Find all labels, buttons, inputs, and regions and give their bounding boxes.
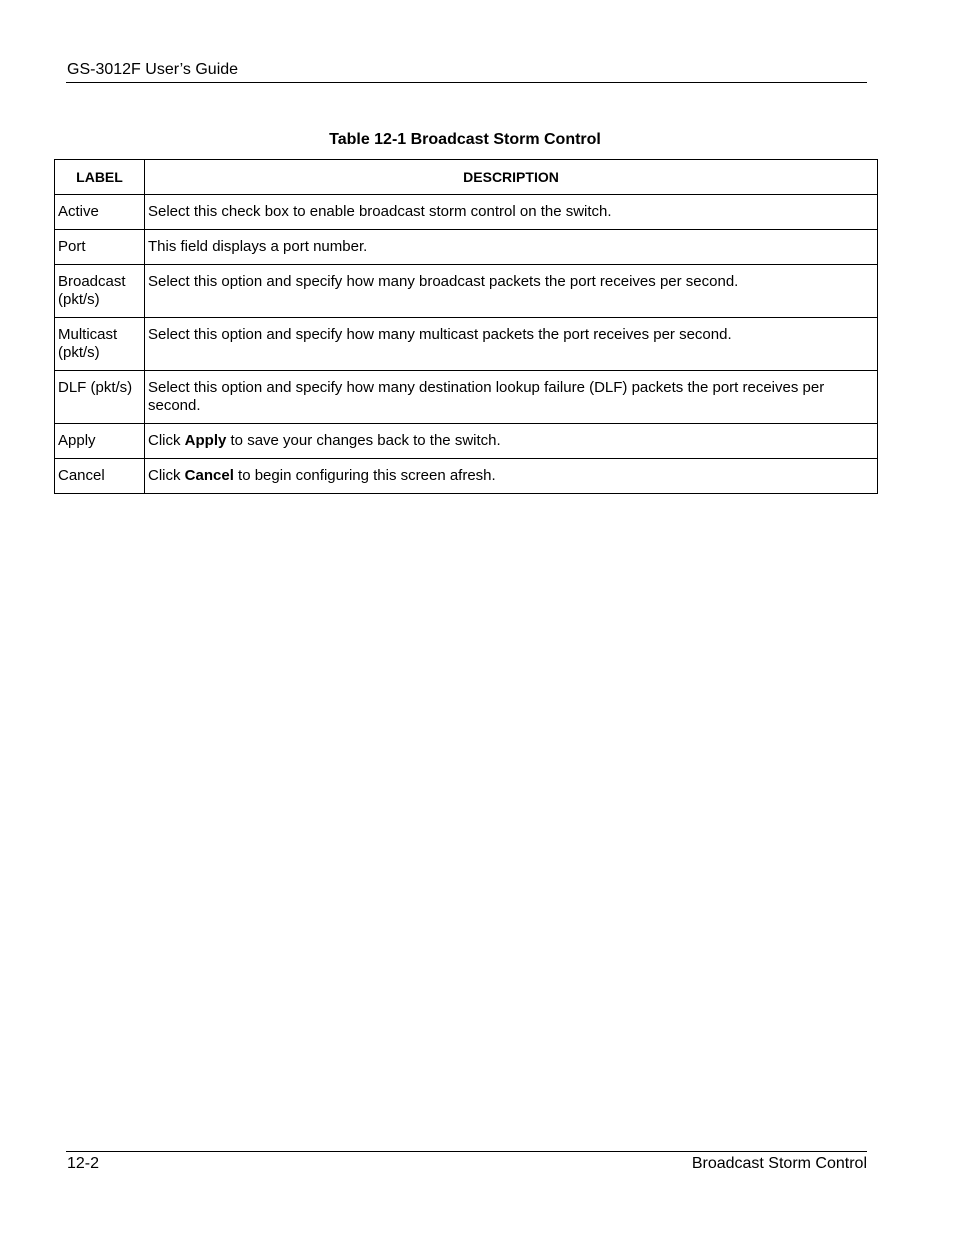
table-row	[55, 230, 878, 265]
row-description	[145, 195, 878, 230]
row-label: Port	[55, 230, 145, 265]
description-text: to begin configuring this screen afresh.	[233, 467, 496, 484]
description-text: Select this option and specify how many broadcast packets the port receives per second.	[148, 273, 739, 290]
document-title: GS-3012F User’s Guide	[67, 61, 239, 78]
table-header-row	[55, 160, 878, 195]
running-header	[66, 60, 867, 83]
table-row	[55, 265, 878, 318]
row-description	[145, 318, 878, 371]
label-description-table	[54, 159, 878, 494]
column-header-description: DESCRIPTION	[145, 160, 878, 195]
table-row	[55, 371, 878, 424]
description-keyword: Apply	[184, 432, 227, 449]
row-label: Cancel	[55, 459, 145, 494]
row-label: Apply	[55, 424, 145, 459]
description-text: Select this option and specify how many destination lookup failure (DLF) packets the port receives per second.	[148, 379, 825, 414]
row-description	[145, 371, 878, 424]
description-text: This field displays a port number.	[148, 238, 368, 255]
description-keyword: Cancel	[184, 467, 234, 484]
table-row	[55, 318, 878, 371]
table-row	[55, 424, 878, 459]
running-footer	[66, 1151, 867, 1176]
table-row	[55, 195, 878, 230]
row-label: DLF (pkt/s)	[55, 371, 145, 424]
row-description	[145, 265, 878, 318]
table-caption: Table 12-1 Broadcast Storm Control	[329, 131, 601, 148]
row-description	[145, 459, 878, 494]
row-label: Broadcast (pkt/s)	[55, 265, 145, 318]
description-text: Click	[148, 467, 185, 484]
description-text: Click	[148, 432, 185, 449]
row-description	[145, 424, 878, 459]
page-number: 12-2	[67, 1155, 100, 1172]
row-label: Multicast (pkt/s)	[55, 318, 145, 371]
description-text: Select this option and specify how many multicast packets the port receives per second.	[148, 326, 732, 343]
column-header-label: LABEL	[55, 160, 145, 195]
table-row	[55, 459, 878, 494]
row-label: Active	[55, 195, 145, 230]
description-text: to save your changes back to the switch.	[226, 432, 501, 449]
description-text: Select this check box to enable broadcast storm control on the switch.	[148, 203, 612, 220]
chapter-title: Broadcast Storm Control	[691, 1155, 867, 1172]
row-description	[145, 230, 878, 265]
